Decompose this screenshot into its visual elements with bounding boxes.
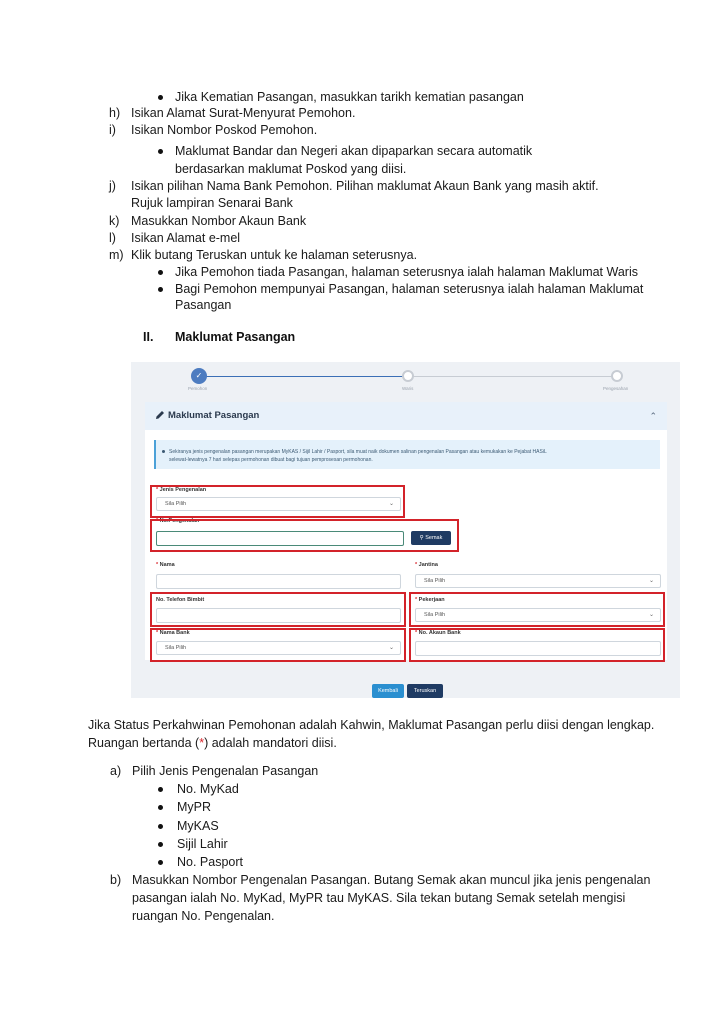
bullet-dot	[158, 270, 163, 275]
item-b-line-3: ruangan No. Pengenalan.	[132, 909, 275, 923]
check-icon: ✓	[195, 371, 203, 380]
item-m-marker: m)	[109, 248, 124, 262]
para-mandatori	[88, 735, 337, 751]
highlight-no-pengenalan	[150, 519, 459, 552]
item-a-text: Pilih Jenis Pengenalan Pasangan	[132, 764, 319, 778]
step-3-circle[interactable]	[611, 370, 623, 382]
highlight-jenis-pengenalan	[150, 485, 405, 518]
semak-label: Semak	[425, 535, 443, 541]
poskod-bullet-line-2: berdasarkan maklumat Poskod yang diisi.	[175, 162, 407, 176]
m-bullet-2: Bagi Pemohon mempunyai Pasangan, halaman seterusnya ialah halaman Maklumat	[175, 282, 644, 296]
bullet-dot	[158, 149, 163, 154]
item-i-text: Isikan Nombor Poskod Pemohon.	[131, 123, 318, 137]
label-no-pengenalan: * No.Pengenalan	[156, 518, 200, 524]
label-pekerjaan: * Pekerjaan	[415, 597, 445, 603]
chevron-down-icon: ⌄	[648, 578, 654, 584]
bullet-dot	[158, 287, 163, 292]
step-3-label: Pengesahan	[603, 386, 629, 391]
item-i-marker: i)	[109, 123, 116, 137]
label-nama-bank: * Nama Bank	[156, 630, 190, 636]
para-kahwin: Jika Status Perkahwinan Pemohonan adalah Kahwin, Maklumat Pasangan perlu diisi dengan lengkap.	[88, 718, 655, 732]
step-2-label: Waris	[402, 386, 414, 391]
item-j-text-2: Rujuk lampiran Senarai Bank	[131, 196, 293, 210]
label-jenis-pengenalan: * Jenis Pengenalan	[156, 487, 207, 493]
alert-text	[169, 448, 547, 464]
step-1-circle[interactable]	[191, 368, 207, 384]
card-header	[145, 402, 667, 430]
bullet-dot	[158, 824, 163, 829]
label-jantina: * Jantina	[415, 562, 438, 568]
section-title: Maklumat Pasangan	[175, 330, 296, 344]
nama-input[interactable]	[156, 574, 401, 589]
alert-line-2: selewat-lewatnya 7 hari selepas permohonan dibuat bagi tujuan pemprosesan permohonan.	[169, 457, 373, 463]
highlight-akaun-bank	[409, 628, 665, 662]
bullet-dot	[158, 787, 163, 792]
item-b-line-1: Masukkan Nombor Pengenalan Pasangan. Butang Semak akan muncul jika jenis pengenalan	[132, 873, 651, 887]
item-h-marker: h)	[109, 106, 121, 120]
kembali-button[interactable]: Kembali	[372, 684, 404, 698]
id-type-mykas: MyKAS	[177, 819, 219, 833]
bullet-dot	[158, 805, 163, 810]
bullet-dot	[158, 95, 163, 100]
item-b-line-2: pasangan ialah No. MyKad, MyPR tau MyKAS. Sila tekan butang Semak setelah mengisi	[132, 891, 626, 905]
highlight-telefon	[150, 592, 406, 627]
m-bullet-2b: Pasangan	[175, 298, 232, 312]
highlight-pekerjaan	[409, 592, 665, 627]
select-value: Sila Pilih	[165, 645, 187, 651]
label-telefon: No. Telefon Bimbit	[156, 597, 205, 603]
section-number: II.	[143, 330, 154, 344]
select-value: Sila Pilih	[165, 501, 187, 507]
id-type-mypr: MyPR	[177, 800, 212, 814]
form-screenshot	[131, 362, 680, 698]
alert-line-1: Sekiranya jenis pengenalan pasangan merupakan MyKAS / Sijil Lahir / Pasport, sila muat naik dokumen salinan pengenalan Pasangan atau kemukakan ke Pejabat HASiL	[169, 449, 547, 455]
highlight-nama-bank	[150, 628, 406, 662]
item-j-text: Isikan pilihan Nama Bank Pemohon. Pilihan maklumat Akaun Bank yang masih aktif.	[131, 179, 599, 193]
id-type-pasport: No. Pasport	[177, 855, 244, 869]
item-k-marker: k)	[109, 214, 120, 228]
item-l-marker: l)	[109, 231, 116, 245]
select-value: Sila Pilih	[424, 578, 446, 584]
item-j-marker: j)	[109, 179, 116, 193]
search-icon: ⚲	[419, 535, 424, 541]
teruskan-button[interactable]: Teruskan	[407, 684, 443, 698]
bullet-dot	[158, 860, 163, 865]
collapse-icon[interactable]: ⌃	[649, 411, 657, 421]
item-l-text: Isikan Alamat e-mel	[131, 231, 241, 245]
label-akaun-bank: * No. Akaun Bank	[415, 630, 461, 636]
required-star: *	[199, 736, 205, 750]
alert-dot	[162, 450, 165, 453]
m-bullet-1: Jika Pemohon tiada Pasangan, halaman seterusnya ialah halaman Maklumat Waris	[175, 265, 638, 279]
bullet-kematian: Jika Kematian Pasangan, masukkan tarikh kematian pasangan	[175, 90, 524, 104]
item-a-marker: a)	[110, 764, 122, 778]
card-title: Maklumat Pasangan	[168, 410, 260, 421]
chevron-down-icon: ⌄	[388, 501, 394, 507]
item-h-text: Isikan Alamat Surat-Menyurat Pemohon.	[131, 106, 356, 120]
item-m-text: Klik butang Teruskan untuk ke halaman seterusnya.	[131, 248, 418, 262]
jantina-select[interactable]	[415, 574, 661, 588]
stepper-line-done	[199, 376, 408, 377]
pencil-icon	[154, 408, 166, 426]
label-nama: * Nama	[156, 562, 175, 568]
info-alert	[154, 440, 660, 469]
stepper-line-pending	[408, 376, 617, 377]
select-value: Sila Pilih	[424, 612, 446, 618]
chevron-down-icon: ⌄	[648, 612, 654, 618]
id-type-sijil-lahir: Sijil Lahir	[177, 837, 228, 851]
item-k-text: Masukkan Nombor Akaun Bank	[131, 214, 307, 228]
para-mandatori-b: ) adalah mandatori diisi.	[204, 736, 337, 750]
chevron-down-icon: ⌄	[388, 645, 394, 651]
id-type-mykad: No. MyKad	[177, 782, 239, 796]
poskod-bullet-line-1: Maklumat Bandar dan Negeri akan dipaparkan secara automatik	[175, 144, 533, 158]
step-1-label: Pemohon	[188, 386, 208, 391]
item-b-marker: b)	[110, 873, 122, 887]
step-2-circle[interactable]	[402, 370, 414, 382]
bullet-dot	[158, 842, 163, 847]
para-mandatori-a: Ruangan bertanda (	[88, 736, 200, 750]
